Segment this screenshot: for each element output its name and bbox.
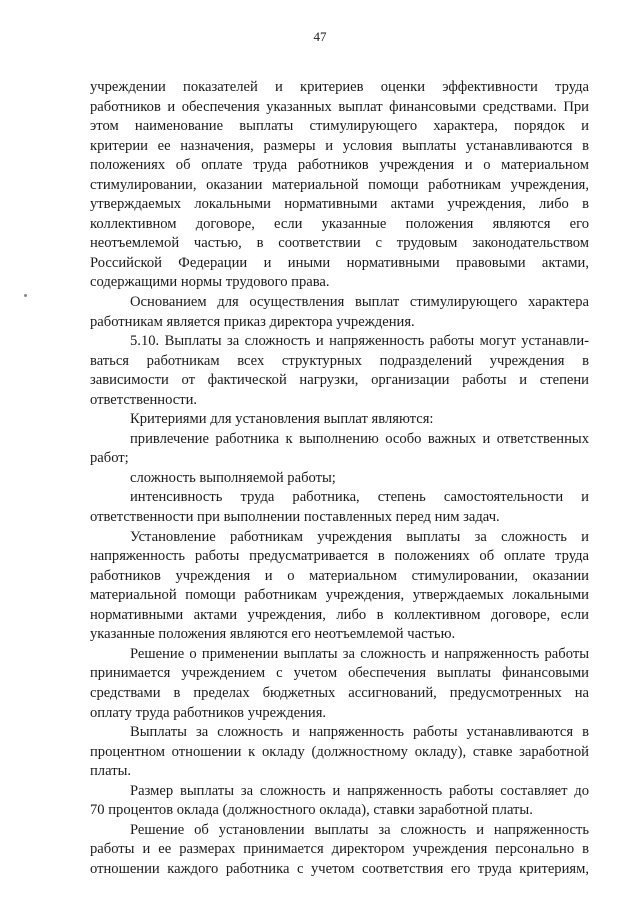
text-line: Критериями для установления выплат являются: [130, 411, 434, 428]
text-line: работы и ее размерах принимается директором учреждения персонально в [90, 841, 589, 858]
text-line: Установление работникам учреждения выплаты за сложность и [130, 528, 589, 545]
text-line: Выплаты за сложность и напряженность работы устанавливаются в [130, 724, 589, 741]
text-line: средствами в пределах бюджетных ассигнований, предусмотренных на [90, 684, 589, 701]
text-line: утверждаемых локальными нормативными актами учреждения, либо в [90, 196, 589, 213]
text-line: напряженность работы предусматривается в положениях об оплате труда [90, 548, 589, 565]
text-line: критерии ее назначения, размеры и условия выплаты устанавливаются в [90, 137, 589, 154]
text-line: материальной помощи работникам учреждения, утверждаемых локальными [90, 587, 589, 604]
text-line: работников и обеспечения указанных выплат финансовыми средствами. При [90, 98, 589, 115]
text-line: указанные положения являются его неотъемлемой частью. [90, 626, 456, 643]
text-line: Российской Федерации и иными нормативными правовыми актами, [90, 254, 589, 271]
text-line: отношении каждого работника с учетом соответствия его труда критериям, [90, 860, 589, 877]
text-line: ответственности при выполнении поставленных перед ним задач. [90, 509, 500, 526]
text-line: Основанием для осуществления выплат стимулирующего характера [130, 294, 589, 311]
text-line: сложность выполняемой работы; [130, 469, 336, 486]
page-number: 47 [313, 29, 327, 44]
text-line: Решение об установлении выплаты за сложность и напряженность [130, 821, 589, 838]
text-line: учреждении показателей и критериев оценки эффективности труда [90, 79, 589, 95]
text-line: интенсивность труда работника, степень самостоятельности и [130, 489, 589, 506]
body-text [90, 78, 589, 879]
text-line: этом наименование выплаты стимулирующего характера, порядок и [90, 118, 589, 135]
text-line: работ; [90, 450, 129, 467]
text-line: привлечение работника к выполнению особо важных и ответственных [130, 430, 589, 447]
text-line: коллективном договоре, если указанные положения являются его [90, 215, 589, 232]
text-line: зависимости от фактической нагрузки, организации работы и степени [90, 372, 589, 389]
text-line: нормативными актами учреждения, либо в коллективном договоре, если [90, 606, 589, 623]
text-line: платы. [90, 763, 132, 780]
text-line: работников учреждения и о материальном стимулировании, оказании [90, 567, 589, 584]
text-line: неотъемлемой частью, в соответствии с трудовым законодательством [90, 235, 589, 252]
text-line: содержащими нормы трудового права. [90, 274, 330, 291]
text-line: процентном отношении к окладу (должностному окладу), ставке заработной [90, 743, 589, 760]
text-line: 5.10. Выплаты за сложность и напряженность работы могут устанавли- [130, 333, 589, 350]
text-line: оплату труда работников учреждения. [90, 704, 327, 721]
text-line: Решение о применении выплаты за сложность и напряженность работы [130, 645, 589, 662]
text-line: стимулировании, оказании материальной помощи работникам учреждения, [90, 176, 589, 193]
text-line: Размер выплаты за сложность и напряженность работы составляет до [130, 782, 589, 799]
text-line: положениях об оплате труда работников учреждения и о материальном [90, 157, 589, 174]
text-line: работникам является приказ директора учреждения. [90, 313, 415, 330]
text-line: принимается учреждением с учетом обеспечения выплаты финансовыми [90, 665, 589, 682]
text-line: ответственности. [90, 391, 198, 408]
text-line: 70 процентов оклада (должностного оклада), ставки заработной платы. [90, 802, 533, 819]
scan-speck [24, 294, 27, 297]
text-line: ваться работникам всех структурных подразделений учреждения в [90, 352, 589, 369]
